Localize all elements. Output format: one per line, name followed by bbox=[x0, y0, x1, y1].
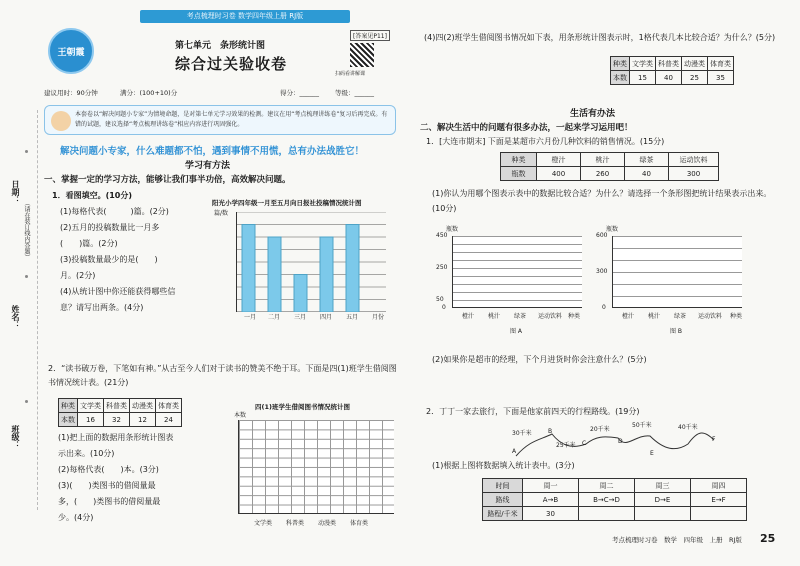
chart1-bar-四月 bbox=[320, 237, 333, 312]
part-one-heading: 一、掌握一定的学习方法，能够让我们事半功倍，高效解决问题。 bbox=[44, 175, 291, 185]
r-question-1-1: (1)你认为用哪个图表示表中的数据比较合适？为什么？请选择一个条形图把统计结果表示出来。(10分) bbox=[432, 189, 772, 213]
chartA-caption: 图 A bbox=[510, 328, 523, 335]
series-banner: 考点梳理时习卷 数学四年级上册 RJ版 bbox=[140, 10, 350, 23]
r-question-2-text: 2．丁丁一家去旅行，下面是他家前四天的行程路线。(19分) bbox=[426, 407, 640, 416]
binding-strip bbox=[0, 110, 38, 510]
question-2-item[interactable]: 少。(4分) bbox=[58, 513, 94, 522]
question-1-item[interactable]: (1)每格代表( )篇。(2分) bbox=[60, 207, 169, 216]
chartB-blank-grid[interactable] bbox=[612, 236, 742, 308]
route-point: A bbox=[512, 448, 517, 455]
route-point: E bbox=[650, 450, 654, 457]
chartA-x-label: 桃汁 bbox=[488, 313, 501, 320]
chartB-y-tick: 300 bbox=[596, 268, 608, 275]
chart1-x-label: 四月 bbox=[320, 314, 333, 321]
chartA-y-tick: 50 bbox=[436, 296, 444, 303]
part-two-heading: 二、解决生活中的问题有很多办法，一起来学习运用吧！ bbox=[420, 123, 633, 133]
route-point: F bbox=[712, 436, 716, 443]
chartB-y-tick: 600 bbox=[596, 232, 608, 239]
question-1-item[interactable]: ( )篇。(2分) bbox=[60, 239, 118, 248]
page-title: 综合过关验收卷 bbox=[175, 55, 288, 73]
chartB-y-tick: 0 bbox=[602, 304, 606, 311]
chartB-caption: 图 B bbox=[670, 328, 683, 335]
route-point: B bbox=[548, 428, 553, 435]
question-2-text: 2．“读书破万卷，下笔如有神。”从古至今人们对于读书的赞美不绝于耳。下面是四(1)班学生借阅图书情况统计表。(21分) bbox=[48, 364, 397, 387]
question-1-item[interactable]: 息？请写出两条。(4分) bbox=[60, 303, 144, 312]
question-1-item[interactable]: (4)从统计图中你还能获得哪些信 bbox=[60, 287, 176, 296]
question-1-item[interactable]: 月。(2分) bbox=[60, 271, 96, 280]
mascot-icon bbox=[51, 111, 71, 131]
brand-logo: 王朝霞 bbox=[48, 28, 94, 74]
chart1-title: 阳光小学四年级一月至五月向日报社投稿情况统计图 bbox=[212, 199, 362, 207]
binding-hole bbox=[25, 275, 28, 278]
drink-sales-table: 种类 橙汁 桃汁 绿茶 运动饮料 瓶数 400 260 40 300 bbox=[500, 152, 719, 181]
full-score: 满分：(100+10)分 bbox=[120, 89, 178, 97]
question-2-item[interactable]: (1)把上面的数据用条形统计图表 bbox=[58, 433, 174, 442]
chartA-blank-grid[interactable] bbox=[452, 236, 582, 308]
chartA-y-tick: 450 bbox=[436, 232, 448, 239]
question-2-item[interactable]: 多，( )类图书的借阅量最 bbox=[58, 497, 161, 506]
chartB-x-label: 绿茶 bbox=[674, 313, 687, 320]
route-distance: 50千米 bbox=[632, 422, 652, 429]
chart2-title: 四(1)班学生借阅图书情况统计图 bbox=[255, 403, 350, 411]
chartB-y-unit: 瓶数 bbox=[606, 226, 619, 233]
chartA-y-tick: 250 bbox=[436, 264, 448, 271]
route-table[interactable]: 时间 周一 周二 周三 周四 路线 A→B B→C→D D→E E→F 路程/千米 30 bbox=[482, 478, 747, 521]
q2-4-table: 种类 文学类 科普类 动漫类 体育类 本数 15 40 25 35 bbox=[610, 56, 734, 85]
chartA-x-label: 橙汁 bbox=[462, 313, 475, 320]
chartB-x-label: 运动饮料 bbox=[698, 313, 723, 320]
r-question-1-2[interactable]: (2)如果你是超市的经理，下个月进货时你会注意什么？(5分) bbox=[432, 355, 647, 364]
chart1-x-label: 月份 bbox=[372, 314, 385, 321]
qr-code-icon[interactable] bbox=[350, 43, 374, 67]
page-number: 25 bbox=[760, 532, 776, 545]
slogan: 解决问题小专家，什么难题都不怕，遇到事情不用慌，总有办法战胜它！ bbox=[60, 146, 365, 157]
route-distance: 25千米 bbox=[556, 442, 576, 449]
chart1-x-label: 五月 bbox=[346, 314, 359, 321]
question-2-item[interactable]: (2)每格代表( )本。(3分) bbox=[58, 465, 159, 474]
chart1-x-label: 三月 bbox=[294, 314, 307, 321]
name-label: 姓名： bbox=[11, 305, 20, 329]
route-point: C bbox=[582, 440, 587, 447]
chart2-blank-grid[interactable] bbox=[238, 420, 394, 514]
route-distance: 40千米 bbox=[678, 424, 698, 431]
chart2-x-label: 动漫类 bbox=[318, 520, 337, 527]
chart1-bar-二月 bbox=[268, 237, 281, 312]
chart1-x-label: 二月 bbox=[268, 314, 281, 321]
chartB-x-label: 种类 bbox=[730, 313, 743, 320]
section-title: 学习有方法 bbox=[185, 161, 231, 171]
question-2-item[interactable]: (3)( )类图书的借阅量最 bbox=[58, 481, 156, 490]
chartA-y-tick: 0 bbox=[442, 304, 446, 311]
chart2-x-label: 科普类 bbox=[286, 520, 305, 527]
chart2-y-unit: 本数 bbox=[234, 412, 247, 419]
chart1-bar-一月 bbox=[242, 225, 255, 313]
level-field[interactable]: 等级：______ bbox=[335, 89, 374, 97]
chartB-x-label: 桃汁 bbox=[648, 313, 661, 320]
r-question-2-1: (1)根据上图将数据填入统计表中。(3分) bbox=[432, 461, 575, 470]
notice-text: 本套卷以“解决问题小专家”为情境命题，是对第七单元学习效果的检测。建议在用“考点梳理讲练卷”复习后再完成。有错的试题，建议选择“考点梳理讲练卷”相应内容进行巩固强化。 bbox=[75, 111, 388, 128]
notice-box bbox=[44, 105, 396, 135]
chartA-x-label: 绿茶 bbox=[514, 313, 527, 320]
r-question-1-text: 1．[大连市期末] 下面是某超市六月份几种饮料的销售情况。(15分) bbox=[426, 137, 665, 146]
unit-title: 第七单元 条形统计图 bbox=[175, 41, 266, 51]
chart1-svg bbox=[236, 212, 386, 312]
question-2-item[interactable]: 示出来。(10分) bbox=[58, 449, 115, 458]
qr-label: 扫码看讲解课 bbox=[335, 71, 366, 77]
chart1-x-label: 一月 bbox=[244, 314, 257, 321]
question-1-item[interactable]: (2)五月的投稿数量比一月多 bbox=[60, 223, 160, 232]
route-point: D bbox=[618, 438, 623, 445]
chart1-y-unit: 篇/数 bbox=[214, 210, 229, 217]
question-2-4-text: (4)四(2)班学生借阅图书情况如下表，用条形统计图表示时，1格代表几本比较合适？为什么？(5分) bbox=[424, 33, 776, 42]
q2-table: 种类 文学类 科普类 动漫类 体育类 本数 16 32 12 24 bbox=[58, 398, 182, 427]
binding-hole bbox=[25, 400, 28, 403]
score-field[interactable]: 得分：______ bbox=[280, 89, 319, 97]
chartA-x-label: 种类 bbox=[568, 313, 581, 320]
chartA-y-unit: 瓶数 bbox=[446, 226, 459, 233]
route-distance: 20千米 bbox=[590, 426, 610, 433]
chart2-x-label: 文学类 bbox=[254, 520, 273, 527]
footer-text: 考点梳理时习卷 数学 四年级 上册 RJ版 bbox=[612, 536, 742, 544]
chartB-x-label: 橙汁 bbox=[622, 313, 635, 320]
binding-hole bbox=[25, 150, 28, 153]
suggested-time: 建议用时：90分钟 bbox=[44, 89, 98, 97]
answer-reference: [答案见P11] bbox=[350, 30, 390, 41]
route-distance: 30千米 bbox=[512, 430, 532, 437]
class-label: 班级： bbox=[11, 425, 20, 449]
question-1-title: 1．看图填空。(10分) bbox=[52, 191, 133, 200]
date-label: 日期： bbox=[11, 180, 20, 204]
chart2-x-label: 体育类 bbox=[350, 520, 369, 527]
chartA-x-label: 运动饮料 bbox=[538, 313, 563, 320]
chart1-bar-三月 bbox=[294, 275, 307, 313]
chart1-bar-五月 bbox=[346, 225, 359, 313]
section-title: 生活有办法 bbox=[570, 109, 616, 119]
question-1-item[interactable]: (3)投稿数量最少的是( ) bbox=[60, 255, 158, 264]
binding-hint: （请在装订线内答题） bbox=[23, 200, 30, 260]
